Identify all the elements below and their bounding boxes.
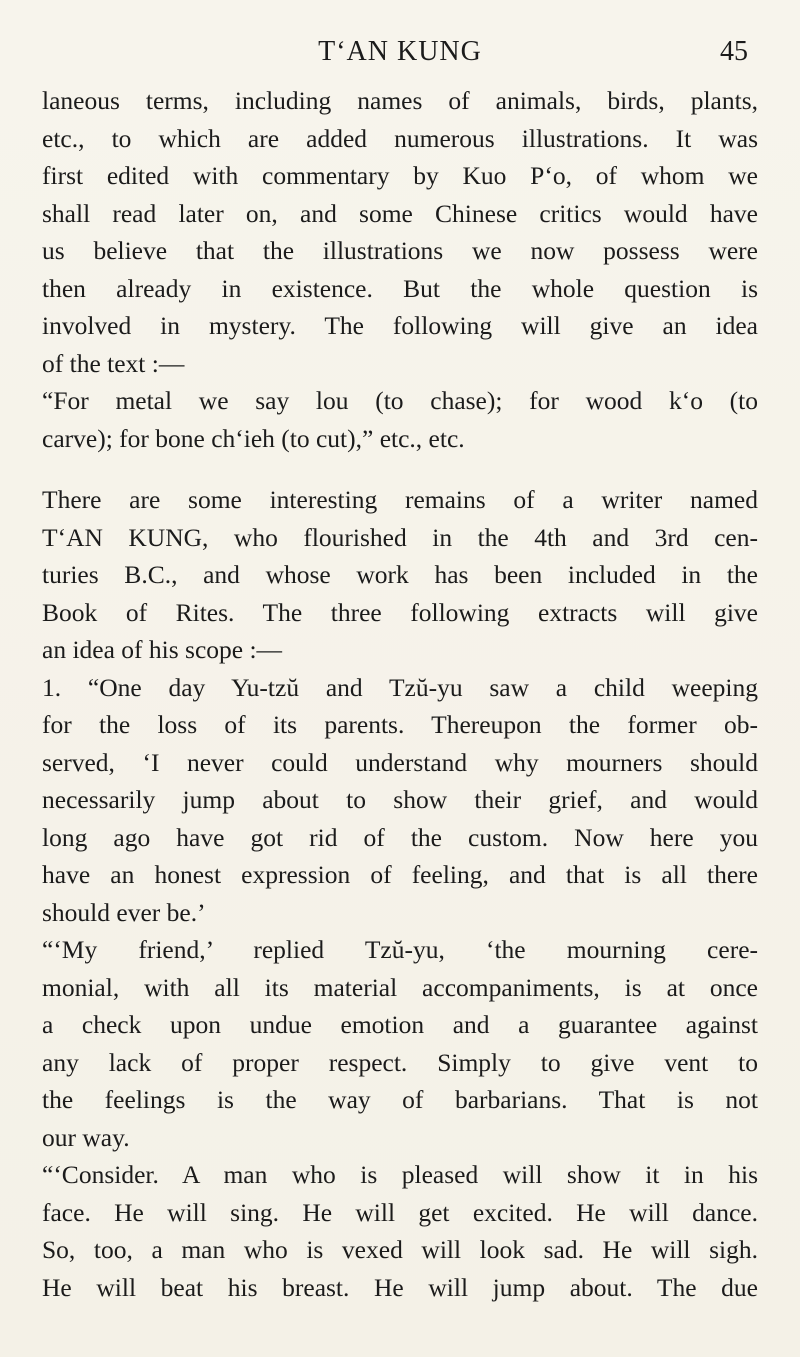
text-line: for the loss of its parents. Thereupon the former ob-: [42, 710, 758, 739]
text-line: carve); for bone ch‘ieh (to cut),” etc., etc.: [42, 423, 465, 453]
text-line: should ever be.’: [42, 897, 206, 927]
text-line: an idea of his scope :—: [42, 635, 283, 664]
text-line: of the text :—: [42, 348, 185, 378]
text-line: a check upon undue emotion and a guarantee against: [42, 1010, 758, 1039]
text-line: the feelings is the way of barbarians. That is not: [42, 1085, 758, 1114]
text-line: any lack of proper respect. Simply to give vent to: [42, 1047, 758, 1077]
paragraph-2: [42, 382, 758, 457]
text-line: have an honest expression of feeling, and that is all there: [42, 860, 758, 889]
text-line: There are some interesting remains of a writer named: [42, 485, 758, 514]
text-line: first edited with commentary by Kuo P‘o, of whom we: [42, 161, 758, 190]
running-title: T‘AN KUNG: [318, 36, 482, 67]
text-line: us believe that the illustrations we now possess were: [42, 236, 758, 265]
paragraph-5: [42, 931, 758, 1156]
text-line: necessarily jump about to show their grief, and would: [42, 785, 758, 814]
body-text: [42, 82, 758, 1306]
text-line: T‘AN KUNG, who flourished in the 4th and 3rd cen-: [42, 522, 758, 552]
section-gap: [42, 457, 758, 481]
page-header: [40, 36, 760, 76]
text-line: turies B.C., and whose work has been included in the: [42, 560, 758, 589]
text-line: Book of Rites. The three following extracts will give: [42, 597, 758, 627]
paragraph-4: [42, 669, 758, 932]
text-line: then already in existence. But the whole question is: [42, 273, 758, 303]
text-line: monial, with all its material accompaniments, is at once: [42, 972, 758, 1002]
text-line: “For metal we say lou (to chase); for wood k‘o (to: [42, 386, 758, 415]
page-number: 45: [720, 36, 748, 67]
paragraph-6: [42, 1156, 758, 1306]
paragraph-1: [42, 82, 758, 382]
text-line: etc., to which are added numerous illustrations. It was: [42, 123, 758, 153]
paragraph-3: [42, 481, 758, 669]
text-line: He will beat his breast. He will jump about. The due: [42, 1272, 758, 1302]
text-line: face. He will sing. He will get excited. He will dance.: [42, 1197, 758, 1227]
text-line: “‘Consider. A man who is pleased will show it in his: [42, 1160, 758, 1189]
text-line: laneous terms, including names of animals, birds, plants,: [42, 86, 758, 115]
text-line: 1. “One day Yu-tzŭ and Tzŭ-yu saw a child weeping: [42, 672, 758, 702]
text-line: shall read later on, and some Chinese critics would have: [42, 198, 758, 228]
text-line: So, too, a man who is vexed will look sad. He will sigh.: [42, 1235, 758, 1264]
text-line: long ago have got rid of the custom. Now here you: [42, 822, 758, 852]
text-line: our way.: [42, 1122, 130, 1152]
text-line: involved in mystery. The following will give an idea: [42, 311, 758, 340]
text-line: “‘My friend,’ replied Tzŭ-yu, ‘the mourning cere-: [42, 935, 758, 964]
text-line: served, ‘I never could understand why mourners should: [42, 747, 758, 777]
